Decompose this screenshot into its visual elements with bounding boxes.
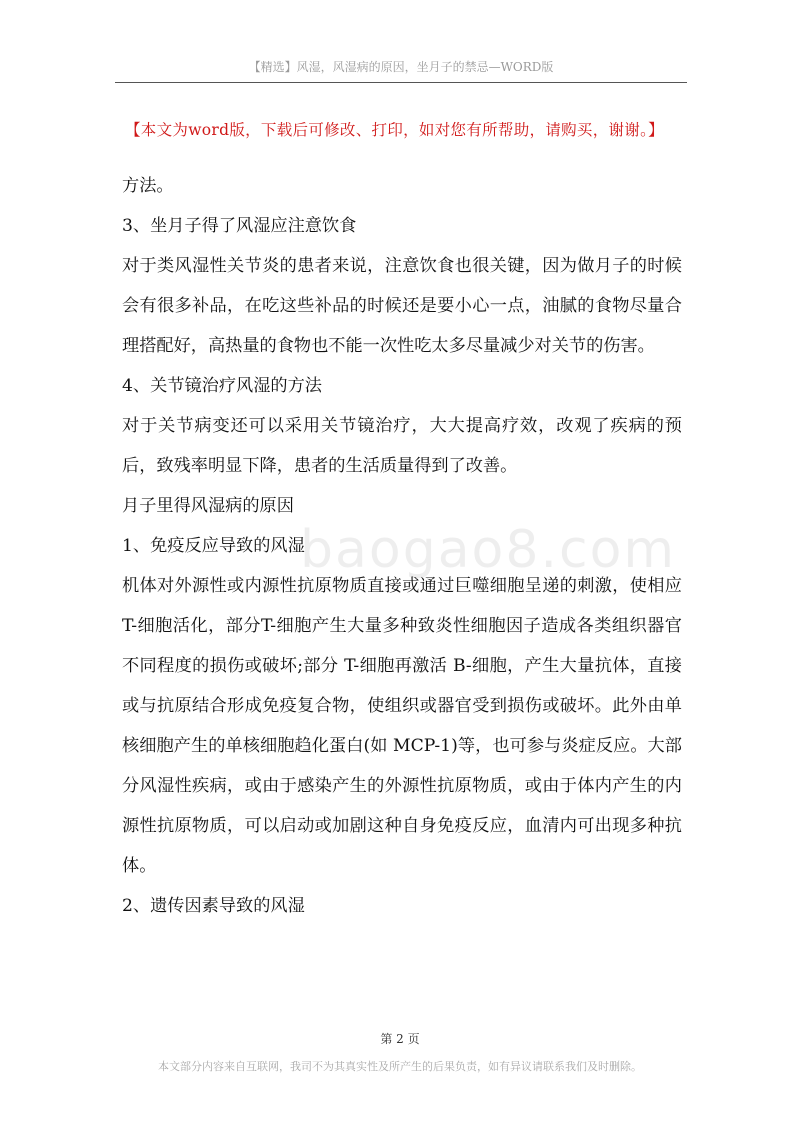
paragraph-immune: 机体对外源性或内源性抗原物质直接或通过巨噬细胞呈递的刺激，使相应T-细胞活化，部分T-细胞产生大量多种致炎性细胞因子造成各类组织器官不同程度的损伤或破坏;部分 T-细胞再激活 B-细胞，产生大量抗体，直接或与抗原结合形成免疫复合物，使组织或器官受到损伤或破坏。此外由单核细胞产生的单核细胞趋化蛋白(如 MCP-1)等，也可参与炎症反应。大部分风湿性疾病，或由于感染产生的外源性抗原物质，或由于体内产生的内源性抗原物质，可以启动或加剧这种自身免疫反应，血清内可出现多种抗体。: [122, 576, 682, 876]
paragraph-diet: 对于类风湿性关节炎的患者来说，注意饮食也很关键，因为做月子的时候会有很多补品，在吃这些补品的时候还是要小心一点，油腻的食物尽量合理搭配好，高热量的食物也不能一次性吃太多尽量减少对关节的伤害。: [122, 256, 682, 356]
heading-diet: 3、坐月子得了风湿应注意饮食: [122, 216, 357, 236]
document-body: [122, 166, 682, 926]
heading-genetic: 2、遗传因素导致的风湿: [122, 896, 305, 916]
paragraph-continuation: 方法。: [122, 176, 174, 196]
heading-immune: 1、免疫反应导致的风湿: [122, 536, 305, 556]
purchase-notice: 【本文为word版，下载后可修改、打印，如对您有所帮助，请购买，谢谢。】: [125, 121, 664, 139]
footer-disclaimer: 本文部分内容来自互联网，我司不为其真实性及所产生的后果负责，如有异议请联系我们及时删除。: [158, 1060, 642, 1073]
watermark: baogao8.com: [300, 520, 677, 580]
heading-arthroscopy: 4、关节镜治疗风湿的方法: [122, 376, 322, 396]
paragraph-arthroscopy: 对于关节病变还可以采用关节镜治疗，大大提高疗效，改观了疾病的预后，致残率明显下降，患者的生活质量得到了改善。: [122, 416, 682, 476]
page-number: 第 2 页: [380, 1032, 420, 1046]
page-header: 【精选】风湿，风湿病的原因，坐月子的禁忌—WORD版: [115, 52, 687, 83]
section-title-causes: 月子里得风湿病的原因: [122, 496, 294, 516]
